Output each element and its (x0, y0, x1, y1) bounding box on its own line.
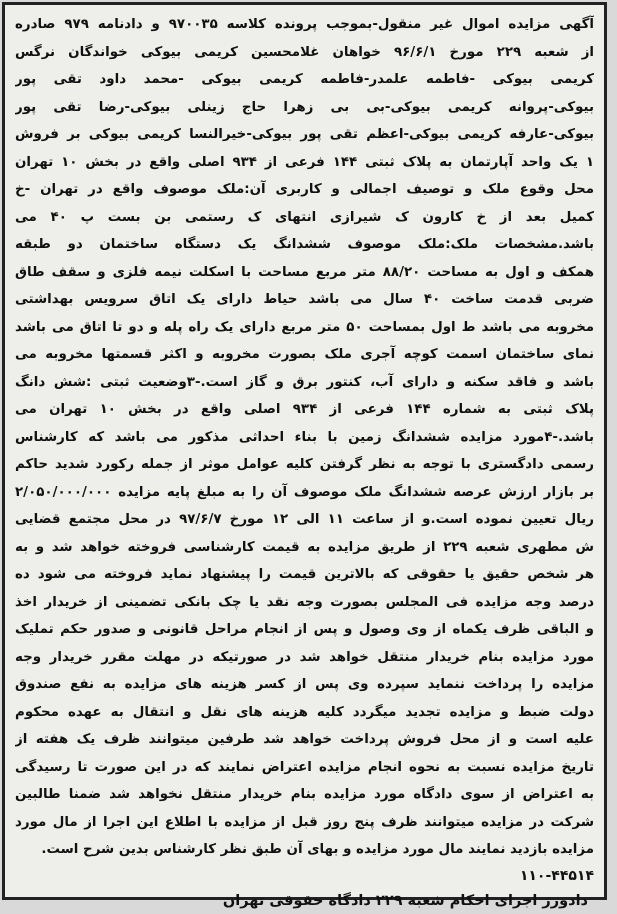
notice-line: محل وقوع ملک و توصیف اجمالی و کاربری آن:ملک موصوف واقع در تهران -خ (15, 182, 594, 197)
notice-line: دولت ضبط و مزایده تجدید میگردد کلیه هزینه های نقل و انتقال به عهده محکوم (15, 704, 594, 720)
notice-body (15, 11, 594, 864)
notice-line: ریال تعیین نموده است.و از ساعت ۱۱ الی ۱۲ مورخ ۹۷/۶/۷ در محل مجتمع قضایی (15, 512, 594, 527)
notice-line: رسمی دادگستری با توجه به نظر گرفتن کلیه عوامل موثر از جمله رکورد شدید حاکم (15, 457, 594, 472)
notice-line: کمیل بعد از خ کارون ک شیرازی انتهای ک رستمی بن بست پ ۴۰ می (15, 209, 594, 225)
notice-line: نمای ساختمان اسمت کوچه آجری ملک بصورت مخروبه و اکثر قسمتها مخروبه می (15, 347, 594, 362)
notice-line: به اعتراض از سوی دادگاه مورد مزایده بنام خریدار منتقل نخواهد شد ضمنا طالبین (15, 787, 594, 802)
notice-line: بر بازار ارزش عرصه ششدانگ ملک موصوف آن را به مبلغ پایه مزایده ۲/۰۵۰/۰۰۰/۰۰۰ (15, 484, 594, 500)
notice-line: همکف و اول به مساحت ۸۸/۲۰ متر مربع مساحت با اسکلت نیمه فلزی و سقف طاق (15, 264, 594, 280)
reference-number: ۱۱۰-۴۴۵۱۴ (519, 867, 594, 884)
notice-line: مورد مزایده بنام خریدار منتقل خواهد شد در صورتیکه در مهلت مقرر خریدار وجه (15, 649, 594, 665)
notice-line: مزایده را پرداخت ننماید سپرده وی پس از کسر هزینه های مزایده به نفع صندوق (15, 677, 594, 692)
notice-line: علیه است و از محل فروش پرداخت خواهد شد طرفین میتوانند ظرف یک هفته از (15, 732, 594, 747)
notice-line: آگهی مزایده اموال غیر منقول-بموجب پرونده کلاسه ۹۷۰۰۳۵ و دادنامه ۹۷۹ صادره (15, 17, 594, 32)
notice-line: ش مطهری شعبه ۲۲۹ از طریق مزایده به قیمت کارشناسی فروخته خواهد شد و به (15, 539, 594, 555)
notice-line: باشد.-۴مورد مزایده ششدانگ زمین با بناء احداثی مذکور می باشد که کارشناس (15, 429, 594, 445)
notice-line: بیوکی-پروانه کریمی بیوکی-بی بی زهرا حاج زینلی بیوکی-رضا تقی پور (15, 99, 594, 115)
auction-notice (2, 2, 607, 909)
notice-line: باشد و فاقد سکنه و دارای آب، کنتور برق و گاز است.-۳وضعیت ثبتی :شش دانگ (15, 374, 594, 390)
notice-line: باشد.مشخصات ملک:ملک موصوف ششدانگ یک دستگاه ساختمان دو طبقه (15, 237, 594, 252)
notice-line: مخروبه می باشد ط اول بمساحت ۵۰ متر مربع دارای یک راه پله و دو تا اتاق می باشد (15, 319, 594, 335)
notice-line: هر شخص حقیق یا حقوقی که بالاترین قیمت را پیشنهاد نماید فروخته می شود ده (15, 567, 594, 582)
notice-line: مزایده بازدید نمایند مال مورد مزایده و بهای آن طبق نظر کارشناس بدین شرح است. (41, 842, 594, 857)
notice-line: ضربی قدمت ساخت ۴۰ سال می باشد حیاط دارای یک اتاق سرویس بهداشتی (15, 292, 594, 307)
signature-line: دادورز اجرای احکام شعبه ۲۲۹ دادگاه حقوقی تهران (222, 892, 588, 909)
notice-line: درصد وجه مزایده فی المجلس بصورت وجه نقد یا چک بانکی تضمینی از خریدار اخذ (15, 594, 594, 610)
notice-line: بیوکی-عارفه کریمی بیوکی-اعظم تقی پور بیوکی-خیرالنسا کریمی بیوکی بر فروش (15, 127, 594, 142)
notice-line: پلاک ثبتی به شماره ۱۴۴ فرعی از ۹۳۴ اصلی واقع در بخش ۱۰ تهران می (15, 402, 594, 417)
notice-line: شرکت در مزایده میتوانند ظرف پنج روز قبل از مزایده با اطلاع این اجرا از مال مورد (15, 814, 594, 830)
notice-line: از شعبه ۲۲۹ مورخ ۹۶/۶/۱ خواهان غلامحسین کریمی بیوکی خواندگان نرگس (15, 44, 594, 60)
notice-line: ۱ یک واحد آپارتمان به پلاک ثبتی ۱۴۴ فرعی از ۹۳۴ اصلی واقع در بخش ۱۰ تهران (15, 154, 594, 170)
notice-line: تاریخ مزایده نسبت به نحوه انجام مزایده اعتراض نمایند که در این صورت تا رسیدگی (15, 759, 594, 775)
notice-line: و الباقی ظرف یکماه از وی وصول و پس از انجام مراحل قانونی و صدور حکم تملیک (15, 622, 594, 637)
notice-line: کریمی بیوکی -فاطمه علمدر-فاطمه کریمی بیوکی -محمد داود تقی پور (15, 72, 594, 87)
